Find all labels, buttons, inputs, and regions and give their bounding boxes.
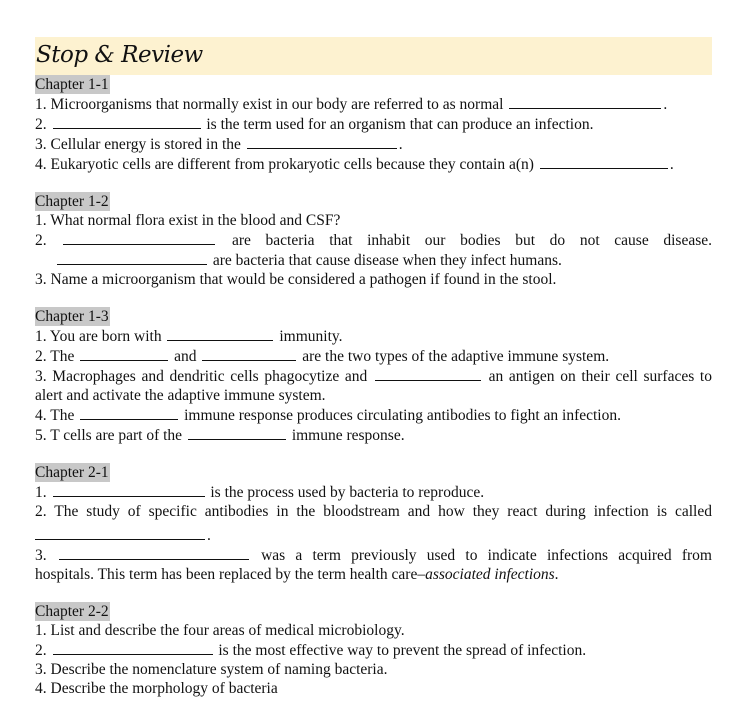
question-1: 1. Microorganisms that normally exist in our body are referred to as normal . (35, 96, 668, 113)
question-4: 4. Eukaryotic cells are different from prokaryotic cells because they contain a(n) . (35, 156, 674, 173)
question-2: 2. is the term used for an organism that can produce an infection. (35, 116, 594, 133)
answer-blank[interactable] (509, 94, 661, 109)
section-chapter-2-1 (35, 463, 712, 584)
question-3: 3. Macrophages and dendritic cells phagocytize and an antigen on their cell surfaces to (35, 368, 712, 385)
answer-blank[interactable] (188, 425, 286, 440)
chapter-heading: Chapter 2-1 (35, 464, 109, 481)
answer-blank[interactable] (80, 346, 168, 361)
question-3: 3. was a term previously used to indicate infections acquired from (35, 547, 712, 564)
question-3-continued: hospitals. This term has been replaced by the term health care–associated infections. (35, 566, 559, 583)
answer-blank[interactable] (35, 525, 205, 540)
question-4: 4. The immune response produces circulating antibodies to fight an infection. (35, 407, 621, 424)
section-chapter-2-2 (35, 602, 712, 698)
chapter-heading: Chapter 1-1 (35, 76, 109, 93)
question-1: 1. You are born with immunity. (35, 328, 343, 345)
answer-blank[interactable] (247, 134, 397, 149)
answer-blank[interactable] (540, 154, 668, 169)
section-chapter-1-2 (35, 192, 712, 289)
answer-blank[interactable] (375, 366, 481, 381)
answer-blank[interactable] (59, 545, 249, 560)
chapter-heading: Chapter 1-2 (35, 193, 109, 210)
question-2: 2. is the most effective way to prevent the spread of infection. (35, 642, 587, 659)
answer-blank[interactable] (53, 114, 201, 129)
answer-blank[interactable] (57, 250, 207, 265)
stop-review-banner (35, 37, 712, 75)
question-3: 3. Name a microorganism that would be considered a pathogen if found in the stool. (35, 271, 557, 288)
question-2-continued: are bacteria that cause disease when they infect humans. (35, 250, 712, 270)
answer-blank[interactable] (53, 482, 205, 497)
answer-blank[interactable] (202, 346, 296, 361)
question-1: 1. List and describe the four areas of medical microbiology. (35, 622, 405, 639)
answer-blank[interactable] (63, 230, 215, 245)
question-5: 5. T cells are part of the immune response. (35, 427, 405, 444)
answer-blank[interactable] (80, 405, 178, 420)
chapter-heading: Chapter 2-2 (35, 603, 109, 620)
question-3-continued: alert and activate the adaptive immune system. (35, 387, 326, 404)
question-1: 1. What normal flora exist in the blood and CSF? (35, 212, 341, 229)
question-2-continued: . (35, 525, 712, 545)
document-page (35, 37, 712, 716)
page-title: Stop & Review (36, 42, 203, 68)
question-2: 2. The study of specific antibodies in the bloodstream and how they react during infection is called (35, 503, 712, 520)
question-3: 3. Describe the nomenclature system of naming bacteria. (35, 661, 388, 678)
chapter-heading: Chapter 1-3 (35, 308, 109, 325)
section-chapter-1-1 (35, 75, 712, 174)
question-3: 3. Cellular energy is stored in the . (35, 136, 403, 153)
question-2: 2. The and are the two types of the adaptive immune system. (35, 348, 610, 365)
answer-blank[interactable] (53, 640, 213, 655)
question-4: 4. Describe the morphology of bacteria (35, 680, 278, 697)
question-2: 2. are bacteria that inhabit our bodies but do not cause disease. (35, 232, 713, 249)
question-1: 1. is the process used by bacteria to reproduce. (35, 484, 485, 501)
section-chapter-1-3 (35, 307, 712, 445)
answer-blank[interactable] (167, 326, 273, 341)
